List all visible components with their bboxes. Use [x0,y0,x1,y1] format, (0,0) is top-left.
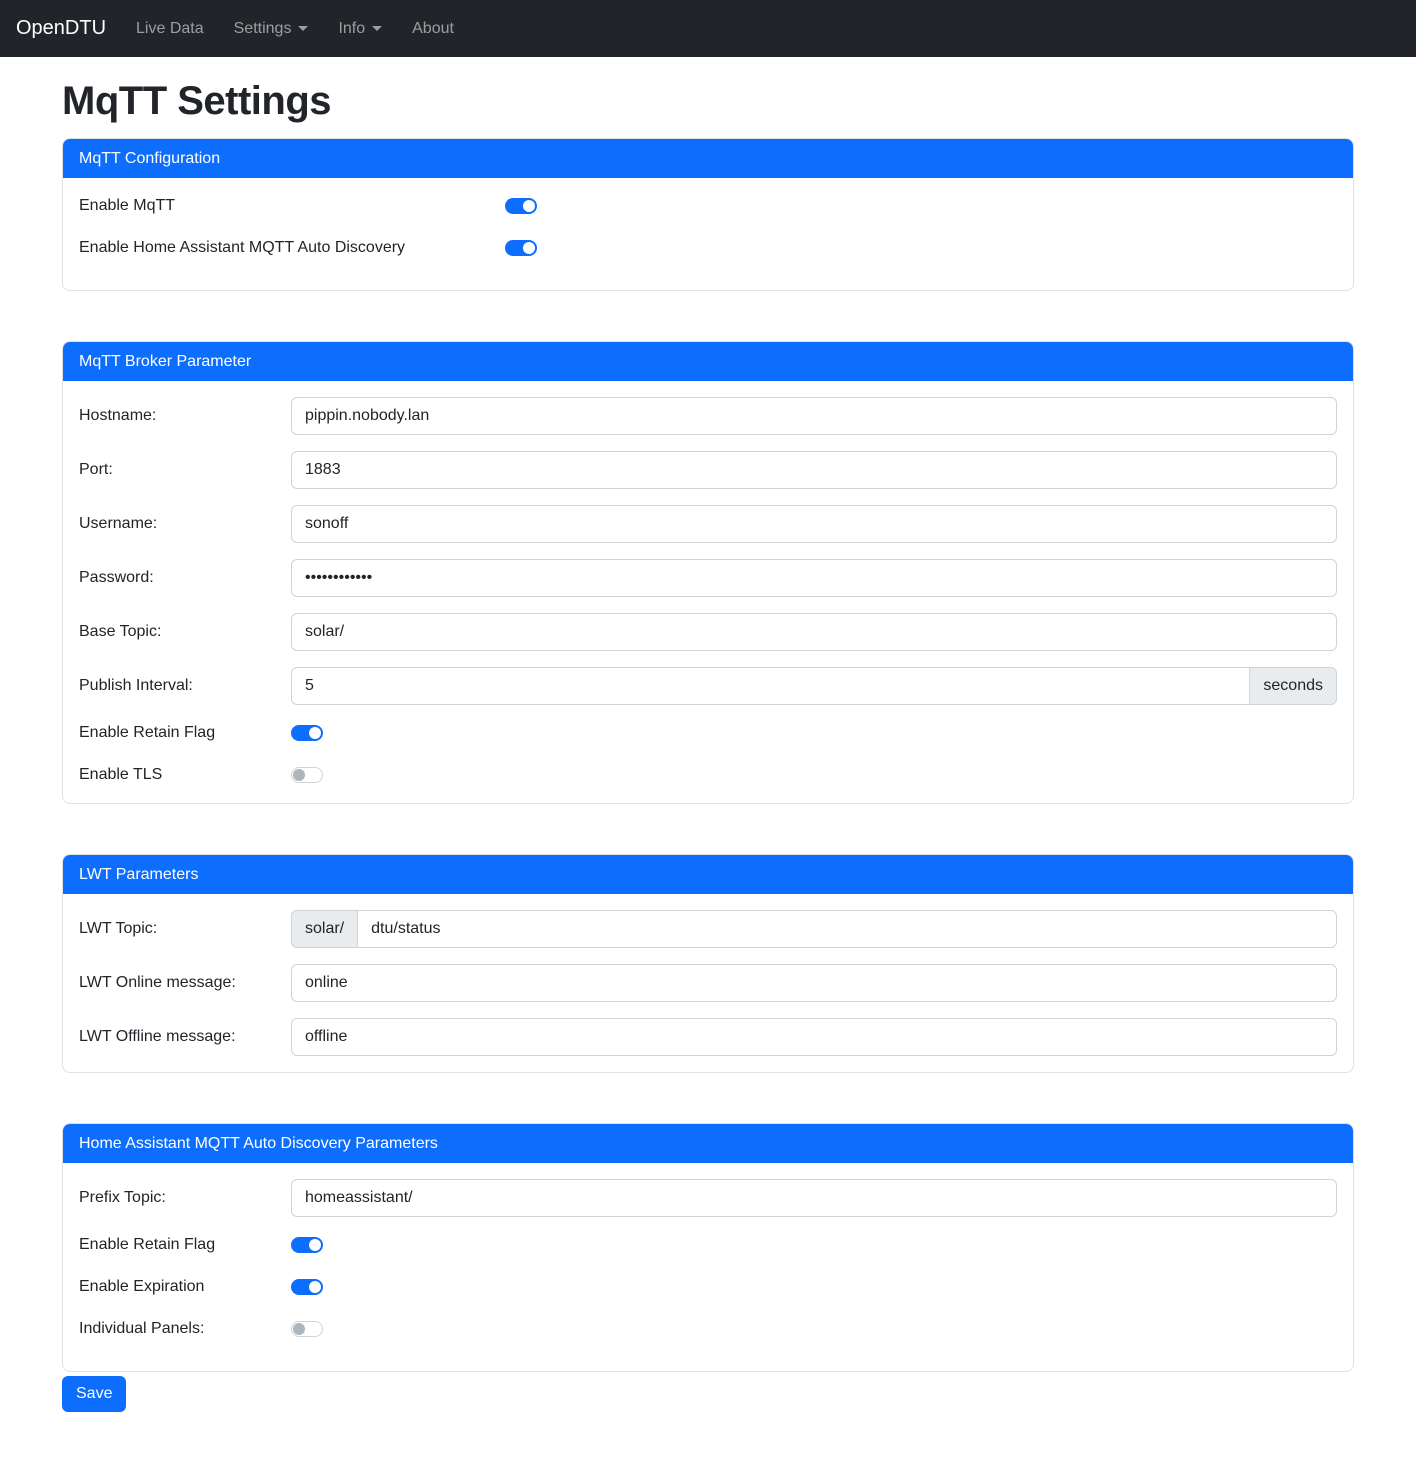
card-lwt-parameters [62,854,1354,1073]
form-row-hass-retain [79,1233,1337,1257]
enable-hass-discovery-toggle[interactable] [505,240,537,256]
individual-panels-label: Individual Panels: [79,1320,205,1337]
form-row-prefix-topic [79,1179,1337,1217]
form-row-hostname [79,397,1337,435]
form-row-username [79,505,1337,543]
card-broker-parameter-header: MqTT Broker Parameter [63,342,1353,381]
enable-tls-label: Enable TLS [79,766,163,783]
form-row-port [79,451,1337,489]
hass-expiration-toggle[interactable] [291,1279,323,1295]
hass-retain-label: Enable Retain Flag [79,1236,216,1253]
form-row-publish-interval [79,667,1337,705]
form-row-hass-expiration [79,1275,1337,1299]
hass-retain-toggle[interactable] [291,1237,323,1253]
password-input[interactable] [291,559,1337,597]
nav-item-info-label: Info [338,19,366,37]
main-content [62,79,1354,1432]
base-topic-input[interactable] [291,613,1337,651]
hass-expiration-label: Enable Expiration [79,1278,205,1295]
lwt-topic-input[interactable] [357,910,1337,948]
username-label: Username: [79,515,158,532]
lwt-offline-label: LWT Offline message: [79,1028,236,1045]
card-mqtt-configuration-header: MqTT Configuration [63,139,1353,178]
lwt-topic-prefix: solar/ [291,910,357,948]
card-mqtt-configuration [62,138,1354,291]
port-label: Port: [79,461,113,478]
nav-item-live-data-label: Live Data [136,19,204,37]
individual-panels-toggle[interactable] [291,1321,323,1337]
chevron-down-icon [372,26,382,31]
save-button[interactable]: Save [62,1376,126,1412]
card-hass-parameters-header: Home Assistant MQTT Auto Discovery Parameters [63,1124,1353,1163]
lwt-online-input[interactable] [291,964,1337,1002]
publish-interval-label: Publish Interval: [79,677,193,694]
publish-interval-unit: seconds [1250,667,1337,705]
publish-interval-input[interactable] [291,667,1250,705]
prefix-topic-label: Prefix Topic: [79,1189,166,1206]
enable-hass-discovery-label: Enable Home Assistant MQTT Auto Discovery [79,239,406,256]
card-lwt-parameters-body [63,894,1353,1072]
nav-item-live-data[interactable] [128,12,212,46]
form-row-enable-hass-discovery [79,236,1337,260]
enable-mqtt-toggle[interactable] [505,198,537,214]
enable-mqtt-label: Enable MqTT [79,197,176,214]
nav-item-about-label: About [412,19,454,37]
form-row-individual-panels [79,1317,1337,1341]
form-row-lwt-online [79,964,1337,1002]
card-hass-parameters [62,1123,1354,1372]
card-broker-parameter-body [63,381,1353,803]
nav-item-about[interactable] [404,12,462,46]
lwt-offline-input[interactable] [291,1018,1337,1056]
form-row-enable-tls [79,763,1337,787]
card-lwt-parameters-header: LWT Parameters [63,855,1353,894]
lwt-topic-label: LWT Topic: [79,920,158,937]
form-row-enable-mqtt [79,194,1337,218]
navbar [0,0,1416,57]
navbar-brand[interactable]: OpenDTU [16,17,107,39]
nav-item-settings[interactable] [226,12,317,46]
form-row-broker-retain [79,721,1337,745]
base-topic-label: Base Topic: [79,623,162,640]
card-mqtt-configuration-body [63,178,1353,290]
nav-item-settings-label: Settings [233,19,292,37]
chevron-down-icon [298,26,308,31]
password-label: Password: [79,569,154,586]
form-row-lwt-topic [79,910,1337,948]
enable-tls-toggle[interactable] [291,767,323,783]
hostname-label: Hostname: [79,407,157,424]
nav-item-info[interactable] [330,12,390,46]
broker-retain-toggle[interactable] [291,725,323,741]
page-title: MqTT Settings [62,79,332,123]
form-row-password [79,559,1337,597]
port-input[interactable] [291,451,1337,489]
form-row-lwt-offline [79,1018,1337,1056]
username-input[interactable] [291,505,1337,543]
card-broker-parameter [62,341,1354,804]
form-row-base-topic [79,613,1337,651]
prefix-topic-input[interactable] [291,1179,1337,1217]
lwt-online-label: LWT Online message: [79,974,236,991]
card-hass-parameters-body [63,1163,1353,1371]
broker-retain-label: Enable Retain Flag [79,724,216,741]
hostname-input[interactable] [291,397,1337,435]
